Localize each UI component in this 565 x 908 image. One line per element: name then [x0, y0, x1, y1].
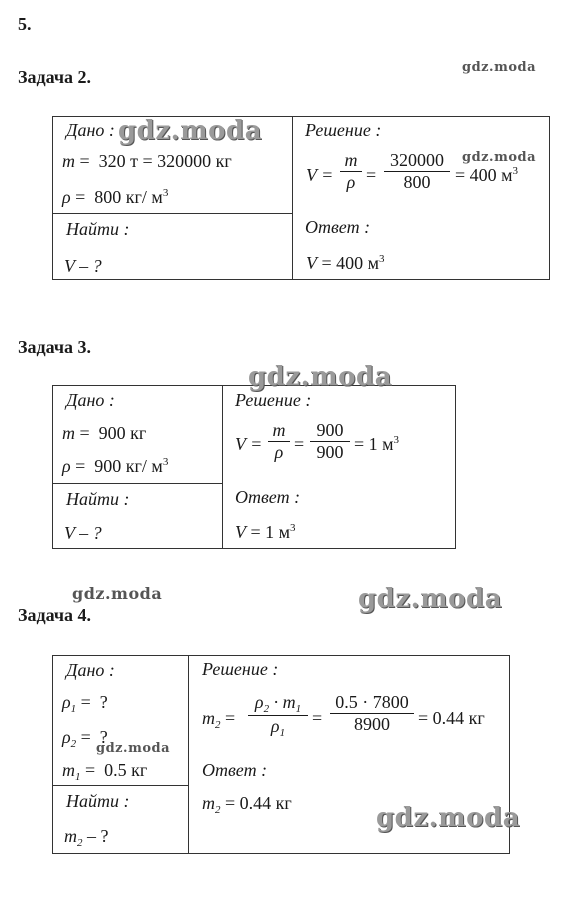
problem-4-heading: Задача 4. — [18, 605, 92, 625]
fraction: 0.5 · 7800 8900 — [330, 692, 414, 735]
fraction: m ρ — [268, 420, 290, 463]
answer-value: V = 400 $м^3$ — [306, 253, 385, 273]
solution-label: Решение : — [235, 390, 312, 410]
watermark: gdz.moda — [118, 116, 263, 146]
watermark: gdz.moda — [376, 803, 521, 833]
find-label: Найти : — [66, 219, 130, 239]
watermark: gdz.moda — [462, 60, 537, 75]
given-line: m = 900 кг — [62, 423, 147, 443]
answer-label: Ответ : — [202, 760, 268, 780]
equals-sign: = — [366, 165, 377, 185]
answer-value: V = 1 $м^3$ — [235, 522, 296, 542]
answer-label: Ответ : — [235, 487, 301, 507]
given-line: ρ = 800 кг/ $м^3$ — [62, 187, 169, 207]
fraction: m ρ — [340, 150, 362, 193]
watermark: gdz.moda — [248, 362, 393, 392]
given-line: $m_1 = 0.5$ кг — [62, 760, 148, 783]
equals-sign: = — [294, 434, 305, 454]
find-value: $m_2$ – ? — [64, 826, 109, 849]
given-label: Дано : — [66, 120, 115, 140]
given-label: Дано : — [66, 660, 115, 680]
watermark: gdz.moda — [358, 584, 503, 614]
watermark: gdz.moda — [462, 150, 537, 165]
given-line: ρ = 900 кг/ $м^3$ — [62, 456, 169, 476]
formula-result: = 400 $м^3$ — [455, 165, 519, 185]
formula-lhs: V = — [306, 165, 334, 185]
answer-label: Ответ : — [305, 217, 371, 237]
answer-value: $m_2 = 0.44$ кг — [202, 793, 292, 816]
fraction: 320000 800 — [384, 150, 450, 193]
fraction: $\rho_2 \cdot m_1$ $\rho_1$ — [248, 692, 308, 739]
fraction: 900 900 — [310, 420, 350, 463]
equals-sign: = — [312, 708, 323, 728]
formula-lhs: $m_2$ = — [202, 708, 236, 731]
find-value: V – ? — [64, 256, 102, 276]
formula-lhs: V = — [235, 434, 263, 454]
given-label: Дано : — [66, 390, 115, 410]
find-label: Найти : — [66, 791, 130, 811]
problem-2-heading: Задача 2. — [18, 67, 92, 87]
find-value: V – ? — [64, 523, 102, 543]
solution-label: Решение : — [305, 120, 382, 140]
page-number: 5. — [18, 14, 32, 34]
formula-result: = 1 $м^3$ — [354, 434, 400, 454]
given-line: $\rho_2$ = ? — [62, 727, 108, 750]
problem-3-heading: Задача 3. — [18, 337, 92, 357]
given-line: $\rho_1$ = ? — [62, 692, 108, 715]
given-line: m = 320 т = 320000 кг — [62, 151, 232, 171]
solution-label: Решение : — [202, 659, 279, 679]
watermark: gdz.moda — [72, 584, 163, 603]
find-label: Найти : — [66, 489, 130, 509]
watermark: gdz.moda — [96, 741, 171, 756]
formula-result: = 0.44 кг — [418, 708, 485, 728]
